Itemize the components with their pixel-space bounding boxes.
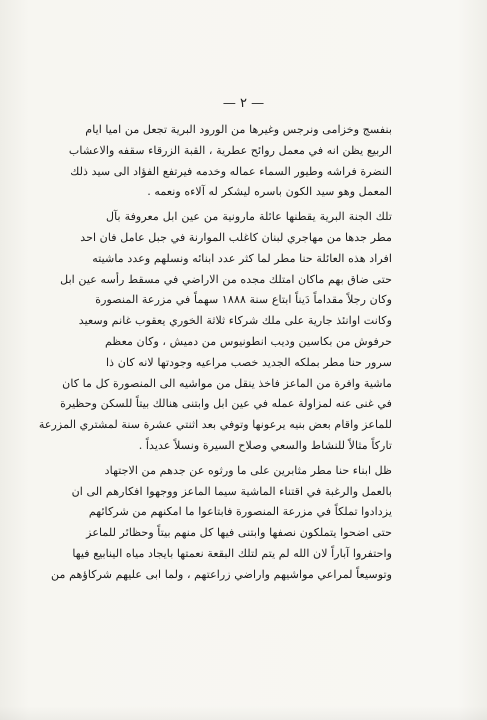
text-line: النضرة فراشه وطيور السماء عماله وخدمه فيرتفع الفؤاد الى سيد ذلك: [70, 164, 392, 178]
text-line: وكان رجلاً مقداماً دَيناً ابتاع سنة ١٨٨٨ سهماً في مزرعة المنصورة: [95, 293, 392, 307]
paragraph-2: [38, 207, 392, 457]
text-line: حرفوش من بكاسين وديب انطونيوس من دميش ، وكان معظم: [104, 334, 392, 348]
text-line: وتوسيعاً لمراعي مواشيهم واراضي زراعتهم ، ولما ابى عليهم شركاؤهم من: [51, 567, 392, 581]
text-line: مطر جدها من مهاجري لبنان كاغلب الموارنة في جبل عامل فان احد: [80, 230, 392, 244]
text-line: في غنى عنه لمزاولة عمله في عين ابل وابتنى هنالك بيتاً للسكن وحظيرة: [60, 397, 392, 411]
text-line: بالعمل والرغبة في اقتناء الماشية سيما الماعز ووجهوا افكارهم الى ان: [71, 484, 392, 498]
text-line: سرور حنا مطر بملكه الجديد خصب مراعيه وجودتها لانه كان ذا: [106, 355, 392, 369]
paragraph-1: [68, 120, 392, 203]
text-line: افراد هذه العائلة حنا مطر لما كثر عدد ابنائه ونسلهم وعدد ماشيته: [92, 251, 392, 265]
text-line: يزدادوا تملكاً في مزرعة المنصورة فابتاعوا ما امكنهم من شركائهم: [88, 505, 392, 519]
text-line: تاركاً مثالاً للنشاط والسعي وصلاح السيرة ونسلاً عديداً .: [138, 438, 392, 452]
text-line: للماعز واقام بعض بنيه يرعونها وتوفي بعد اثنتي عشرة سنة لمشتري المزرعة: [38, 418, 392, 432]
text-line: المعمل وهو سيد الكون باسره ليشكر له آلاءه ونعمه .: [147, 185, 392, 199]
text-line: ماشية وافرة من الماعز فاخذ ينقل من مواشيه الى المنصورة كل ما كان: [62, 376, 392, 390]
text-line: بنفسج وخزامى ونرجس وغيرها من الورود البرية تجعل من اميا ايام: [85, 123, 392, 136]
text-line: واحتفروا آباراً لان الله لم يتم لتلك البقعة نعمتها بايجاد مياه الينابيع فيها: [72, 546, 392, 560]
text-line: الربيع يظن انه في معمل روائح عطرية ، القبة الزرقاء سقفه والاعشاب: [68, 143, 392, 157]
page-number: — ٢ —: [222, 96, 265, 111]
text-line: ظل ابناء حنا مطر مثابرين على ما ورثوه عن جدهم من الاجتهاد: [104, 463, 392, 477]
text-line: وكانت اوانئذ جارية على ملك شركاء ثلاثة الخوري يعقوب غانم وسعيد: [78, 314, 392, 328]
text-line: تلك الجنة البرية يقطنها عائلة مارونية من عين ابل معروفة بآل: [106, 210, 392, 224]
text-line: حتى اضحوا يتملكون نصفها وابتنى فيها كل منهم بيتاً وحظائر للماعز: [86, 526, 392, 540]
body-text: [38, 120, 392, 586]
text-line: حتى ضاق بهم ماكان امتلك مجده من الاراضي في مسقط رأسه عين ابل: [60, 272, 392, 286]
paragraph-3: [51, 461, 392, 586]
page-edge-shadow: [0, 706, 487, 720]
